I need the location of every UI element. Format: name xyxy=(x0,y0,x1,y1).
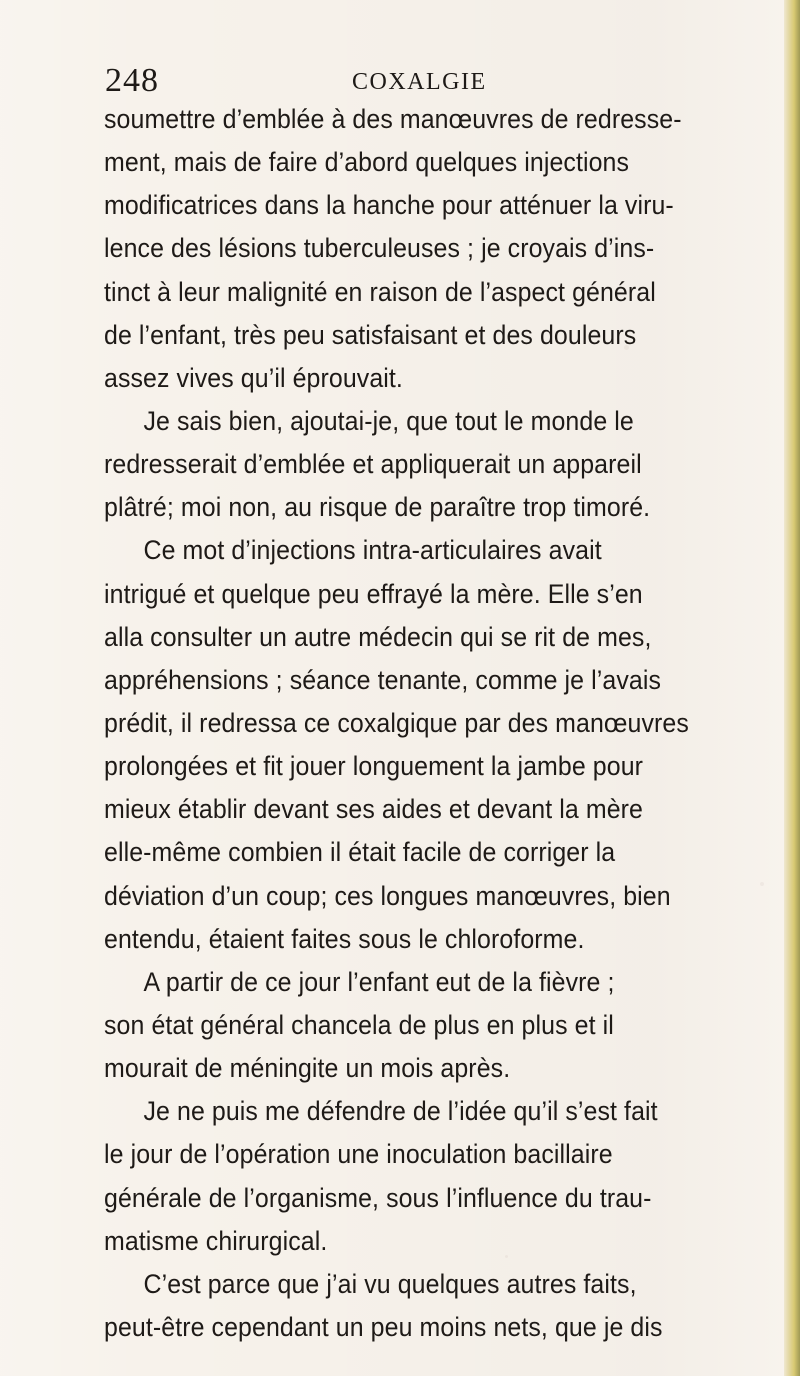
text-line: le jour de l’opération une inoculation bacillaire xyxy=(104,1139,613,1170)
running-head-title: COXALGIE xyxy=(352,69,487,95)
text-line: prédit, il redressa ce coxalgique par des manœuvres xyxy=(104,707,689,738)
text-line: prolongées et fit jouer longuement la jambe pour xyxy=(104,751,644,782)
body-text xyxy=(104,98,746,1349)
paper-speck xyxy=(624,345,629,350)
paragraph-2 xyxy=(104,400,746,529)
text-line: elle-même combien il était facile de corriger la xyxy=(104,837,616,868)
text-line: entendu, étaient faites sous le chloroforme. xyxy=(104,923,585,954)
text-line: ment, mais de faire d’abord quelques injections xyxy=(104,147,630,178)
text-line: générale de l’organisme, sous l’influence du trau- xyxy=(104,1182,652,1213)
text-line: son état général chancela de plus en plus et il xyxy=(104,1009,614,1040)
text-line: déviation d’un coup; ces longues manœuvres, bien xyxy=(104,880,671,911)
paragraph-4 xyxy=(104,961,746,1090)
text-line: mourait de méningite un mois après. xyxy=(104,1053,511,1084)
text-line: alla consulter un autre médecin qui se rit de mes, xyxy=(104,621,652,652)
text-line: Ce mot d’injections intra-articulaires avait xyxy=(143,535,602,566)
paragraph-6 xyxy=(104,1263,746,1349)
text-line: plâtré; moi non, au risque de paraître trop timoré. xyxy=(104,492,651,523)
text-line: redresserait d’emblée et appliquerait un appareil xyxy=(104,449,642,480)
text-line: Je ne puis me défendre de l’idée qu’il s’est fait xyxy=(143,1096,658,1127)
text-line: matisme chirurgical. xyxy=(104,1225,328,1256)
text-line: de l’enfant, très peu satisfaisant et des douleurs xyxy=(104,319,637,350)
text-line: soumettre d’emblée à des manœuvres de redresse- xyxy=(104,104,682,134)
text-line: lence des lésions tuberculeuses ; je croyais d’ins- xyxy=(104,233,655,264)
text-line: C’est parce que j’ai vu quelques autres faits, xyxy=(143,1268,637,1299)
paragraph-1 xyxy=(104,98,746,400)
paragraph-5 xyxy=(104,1090,746,1263)
text-line: peut-être cependant un peu moins nets, que je dis xyxy=(104,1311,663,1342)
text-line: intrigué et quelque peu effrayé la mère. Elle s’en xyxy=(104,578,643,609)
paper-speck xyxy=(505,1255,508,1258)
text-line: Je sais bien, ajoutai-je, que tout le monde le xyxy=(143,405,634,436)
text-line: mieux établir devant ses aides et devant la mère xyxy=(104,794,643,825)
page-edge-shadow xyxy=(784,0,800,1376)
text-line: assez vives qu’il éprouvait. xyxy=(104,362,403,393)
text-line: A partir de ce jour l’enfant eut de la fièvre ; xyxy=(143,966,615,997)
paper-speck xyxy=(760,882,764,886)
page-number: 248 xyxy=(105,62,159,99)
text-line: modificatrices dans la hanche pour atténuer la viru- xyxy=(104,190,674,221)
text-line: appréhensions ; séance tenante, comme je l’avais xyxy=(104,664,662,695)
text-line: tinct à leur malignité en raison de l’aspect général xyxy=(104,276,656,307)
paragraph-3 xyxy=(104,529,746,960)
